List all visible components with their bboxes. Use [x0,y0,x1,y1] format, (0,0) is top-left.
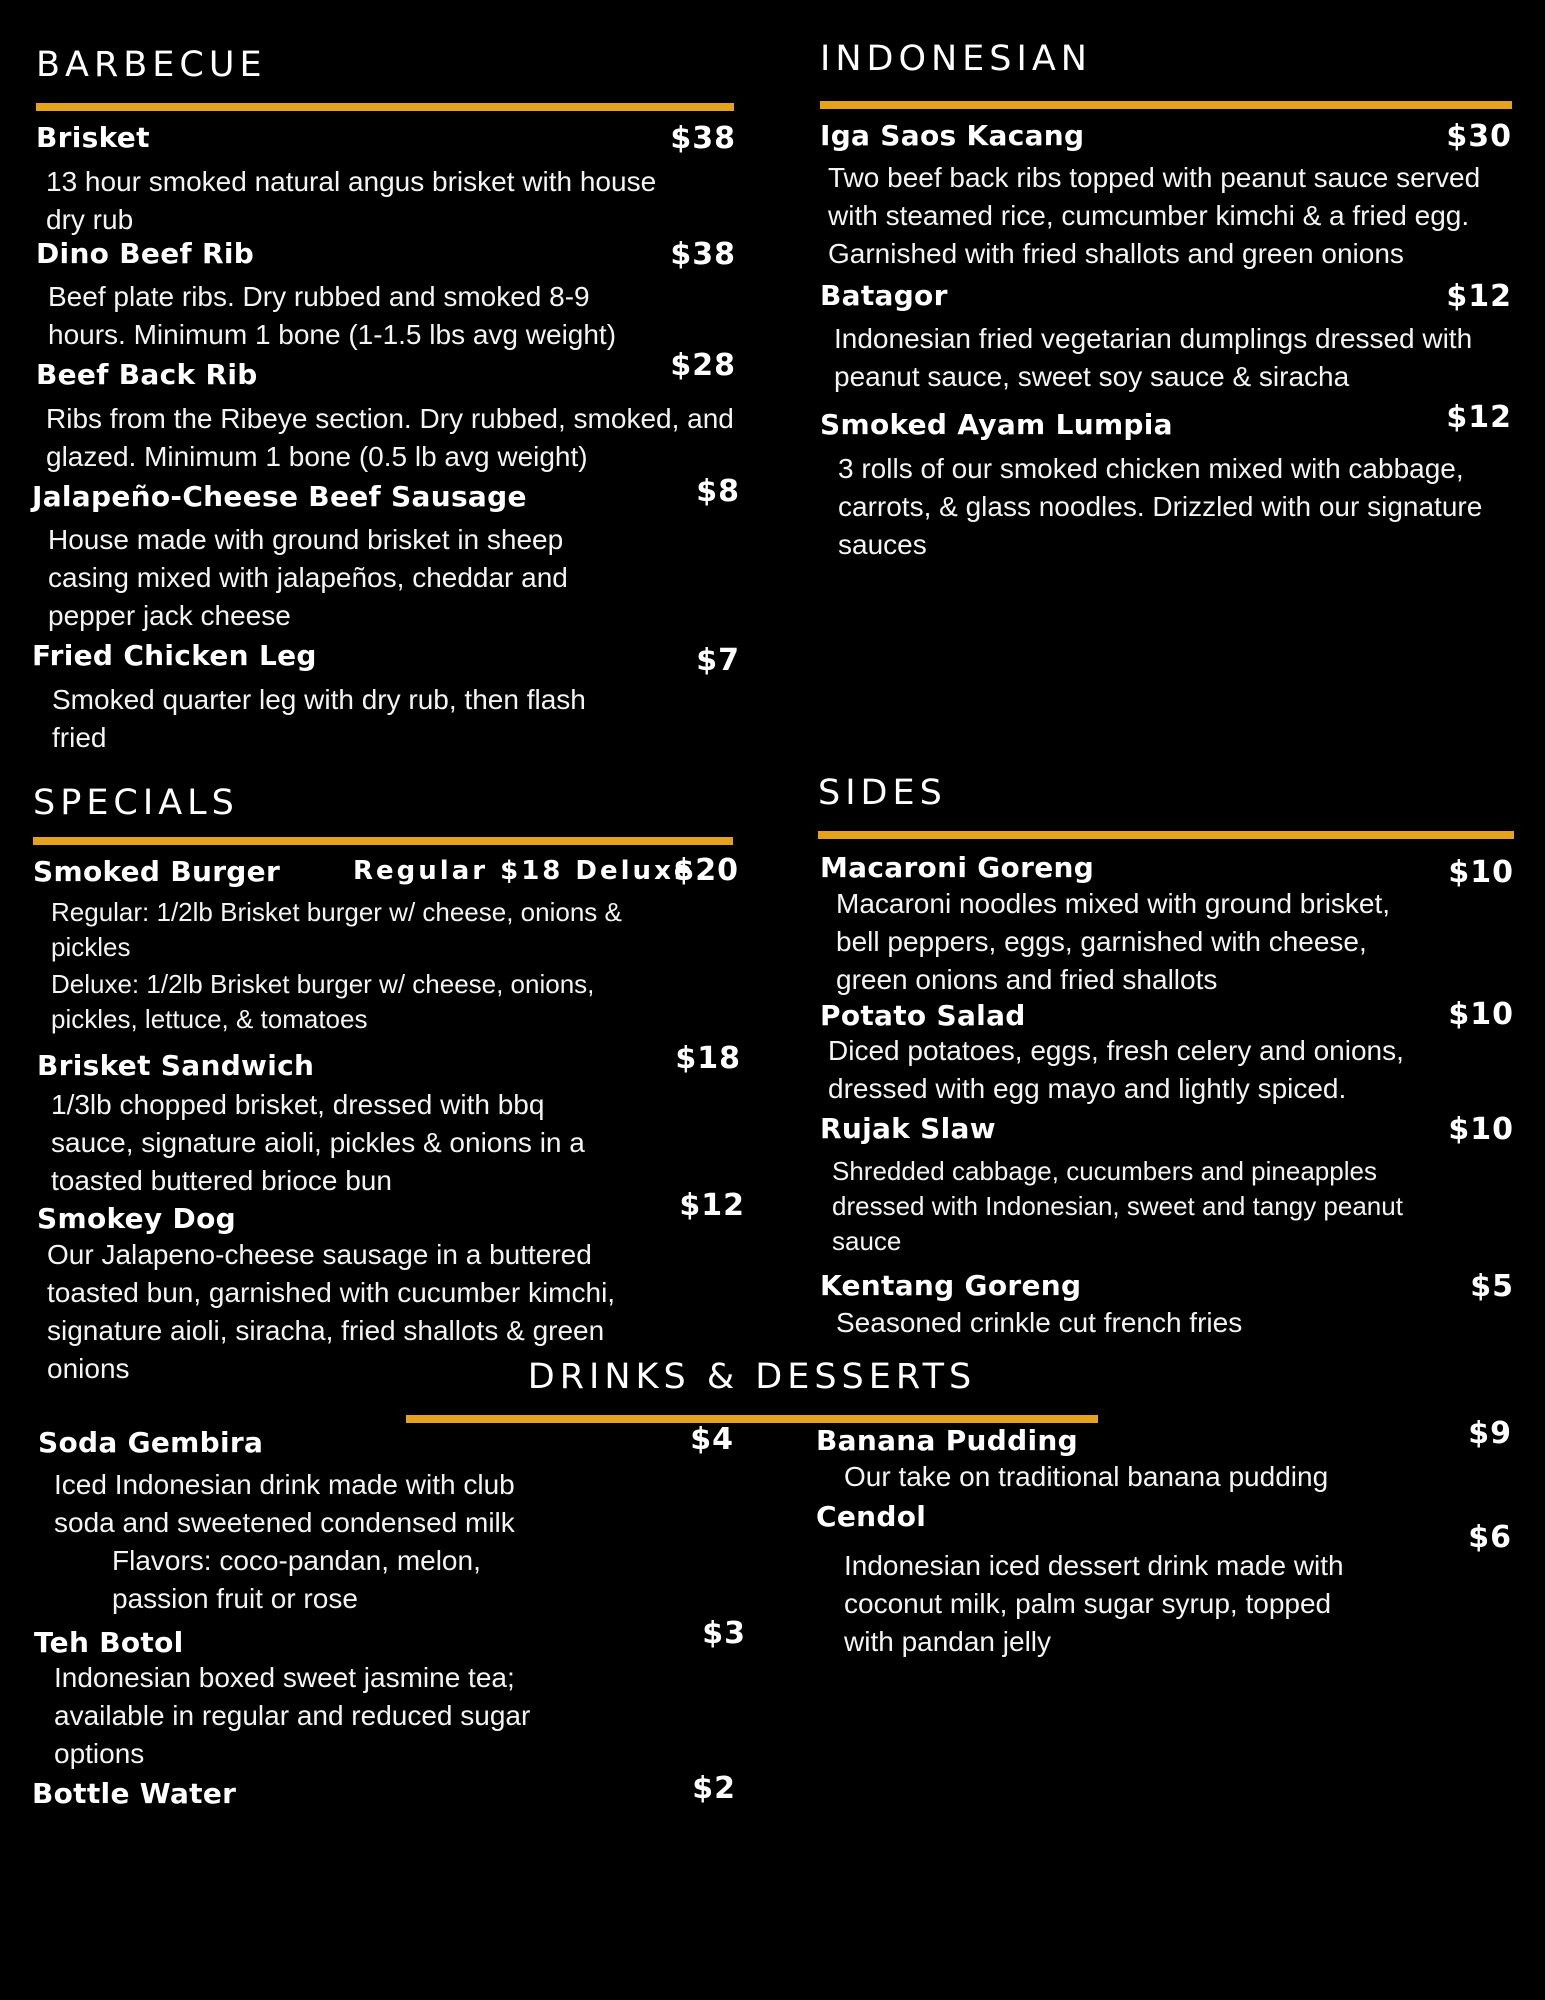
item-name: Batagor [820,278,948,312]
item-description: 13 hour smoked natural angus brisket with house dry rub [46,165,657,235]
menu-item-banana-pudding [816,1416,1512,1496]
item-name: Rujak Slaw [820,1112,996,1146]
item-description: Indonesian fried vegetarian dumplings dressed with peanut sauce, sweet soy sauce & siracha [834,323,1473,393]
item-price: $10 [1448,996,1514,1032]
item-price: $12 [1446,400,1512,436]
menu-item-smoked-burger [33,855,739,1037]
item-description: Indonesian iced dessert drink made with coconut milk, palm sugar syrup, topped with pandan jelly [844,1550,1344,1658]
menu-item-soda-gembira [38,1422,738,1618]
specials-section [33,783,745,1388]
menu-item-macaroni-goreng [820,851,1514,999]
indonesian-title: INDONESIAN [820,39,1092,79]
item-price: $38 [670,121,736,156]
item-description: Indonesian boxed sweet jasmine tea; available in regular and reduced sugar options [54,1662,531,1770]
item-name: Brisket Sandwich [37,1048,315,1082]
sides-rule [818,831,1514,839]
menu-item-brisket [36,121,736,239]
item-description: Our take on traditional banana pudding [844,1460,1329,1492]
item-flavors: Flavors: coco-pandan, melon, passion fruit or rose [112,1544,481,1614]
specials-rule [33,837,733,845]
item-price: $9 [1468,1416,1512,1451]
burger-options: Regular $18 Deluxe [353,856,695,886]
item-description: 1/3lb chopped brisket, dressed with bbq sauce, signature aioli, pickles & onions in a toasted buttered brioce bun [51,1089,585,1197]
desserts-column [816,1416,1512,1661]
menu-item-batagor [820,279,1512,397]
menu-item-rujak-slaw [820,1112,1514,1259]
barbecue-section [32,45,740,757]
item-price: $20 [673,853,739,888]
item-name: Banana Pudding [816,1424,1078,1457]
item-description: House made with ground brisket in sheep casing mixed with jalapeños, cheddar and pepper jack cheese [48,524,568,632]
item-price: $10 [1448,1112,1514,1148]
item-description: Ribs from the Ribeye section. Dry rubbed, smoked, and glazed. Minimum 1 bone (0.5 lb avg weight) [46,402,734,472]
specials-title: SPECIALS [33,783,239,823]
item-name: Soda Gembira [38,1426,264,1459]
item-name: Iga Saos Kacang [820,119,1085,152]
item-price: $12 [1446,278,1512,314]
sides-section [818,773,1514,1342]
item-name: Beef Back Rib [36,358,258,392]
item-price: $12 [679,1188,745,1224]
sides-title: SIDES [818,773,947,813]
item-name: Brisket [36,121,150,154]
item-price: $8 [696,473,740,509]
menu-item-dino-beef-rib [36,237,736,355]
item-price: $28 [670,348,736,384]
item-name: Smokey Dog [37,1202,236,1236]
item-description: Shredded cabbage, cucumbers and pineapples dressed with Indonesian, sweet and tangy peanut sauce [832,1155,1403,1256]
indonesian-rule [820,101,1512,109]
item-name: Smoked Ayam Lumpia [820,408,1173,442]
item-description-regular: Regular: 1/2lb Brisket burger w/ cheese, onions & pickles [51,896,622,962]
item-price: $7 [696,643,740,679]
item-description: Smoked quarter leg with dry rub, then flash fried [52,683,586,753]
item-description: Seasoned crinkle cut french fries [836,1307,1243,1339]
drinks-desserts-title: DRINKS & DESSERTS [527,1357,977,1397]
item-description: Iced Indonesian drink made with club soda and sweetened condensed milk [54,1468,515,1538]
menu-item-kentang-goreng [820,1269,1514,1343]
item-price: $5 [1470,1268,1514,1304]
item-description: 3 rolls of our smoked chicken mixed with cabbage, carrots, & glass noodles. Drizzled with our signature sauces [838,452,1483,560]
item-name: Jalapeño-Cheese Beef Sausage [32,479,527,513]
item-price: $6 [1468,1519,1512,1555]
item-price: $30 [1446,119,1512,154]
drinks-desserts-header [406,1357,1098,1423]
menu-item-cendol [816,1500,1512,1662]
drinks-desserts-rule [406,1415,1098,1423]
menu-item-fried-chicken-leg [32,639,740,757]
menu-item-teh-botol [34,1615,746,1774]
item-price: $4 [690,1422,734,1457]
item-description: Beef plate ribs. Dry rubbed and smoked 8-9 hours. Minimum 1 bone (1-1.5 lbs avg weight) [48,281,617,351]
item-price: $3 [702,1615,746,1651]
item-description: Macaroni noodles mixed with ground brisket, bell peppers, eggs, garnished with cheese, green onions and fried shallots [836,887,1391,995]
menu-item-iga-saos-kacang [820,119,1512,273]
menu-item-beef-back-rib [36,348,736,476]
drinks-column [32,1422,746,1811]
menu-item-potato-salad [820,996,1514,1109]
item-name: Fried Chicken Leg [32,639,317,673]
item-name: Teh Botol [34,1625,184,1659]
item-name: Dino Beef Rib [36,236,255,270]
item-description: Two beef back ribs topped with peanut sauce served with steamed rice, cumcumber kimchi & a fried egg. Garnished with fried shallots and green onions [828,161,1481,269]
indonesian-section [820,39,1512,564]
item-description: Diced potatoes, eggs, fresh celery and onions, dressed with egg mayo and lightly spiced. [828,1035,1404,1105]
item-name: Cendol [816,1499,927,1533]
item-price: $10 [1448,855,1514,890]
item-description-deluxe: Deluxe: 1/2lb Brisket burger w/ cheese, onions, pickles, lettuce, & tomatoes [51,968,595,1034]
item-price: $18 [675,1040,741,1076]
item-name: Bottle Water [32,1777,237,1811]
item-price: $2 [692,1771,736,1807]
menu-item-smoked-ayam-lumpia [820,400,1512,564]
barbecue-rule [36,103,734,111]
menu-item-jalapeno-sausage [32,473,740,636]
barbecue-title: BARBECUE [36,45,267,85]
item-name: Macaroni Goreng [820,851,1095,884]
item-description: Our Jalapeno-cheese sausage in a buttered toasted bun, garnished with cucumber kimchi, signature aioli, siracha, fried shallots & green onions [47,1238,616,1384]
item-name: Smoked Burger [33,855,281,888]
menu-item-brisket-sandwich [37,1040,741,1201]
menu-item-bottle-water [32,1771,738,1811]
item-price: $38 [670,236,736,272]
item-name: Kentang Goreng [820,1268,1082,1302]
item-name: Potato Salad [820,998,1026,1032]
